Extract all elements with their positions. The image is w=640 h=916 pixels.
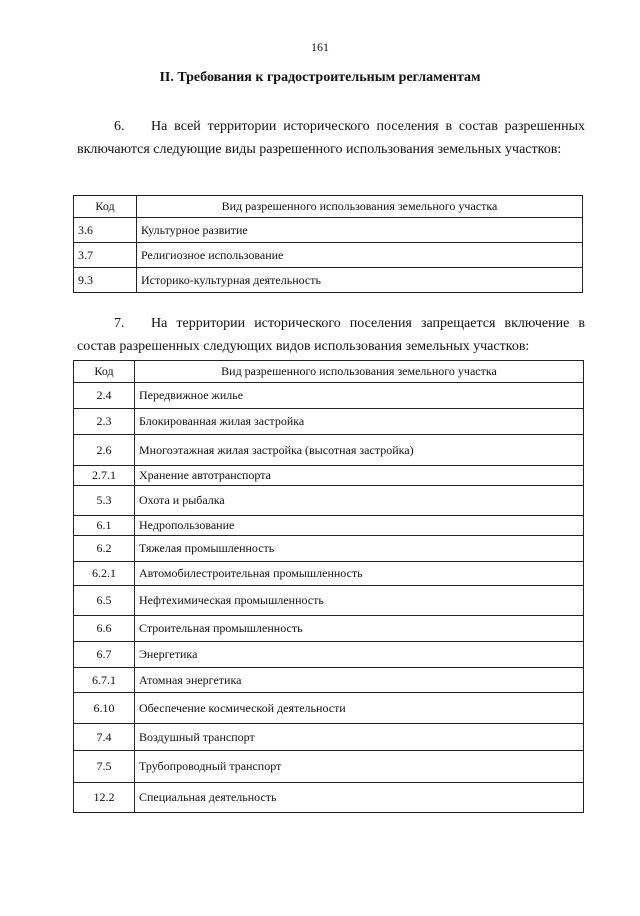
code-cell: 6.1 — [74, 516, 135, 536]
table-row — [74, 409, 584, 435]
code-cell: 5.3 — [74, 486, 135, 516]
use-cell: Трубопроводный транспорт — [135, 751, 584, 783]
use-cell: Блокированная жилая застройка — [135, 409, 584, 435]
use-cell: Воздушный транспорт — [135, 724, 584, 751]
use-cell: Недропользование — [135, 516, 584, 536]
allowed-uses-table — [73, 195, 583, 293]
paragraph-7-number: 7. — [114, 316, 125, 331]
table-row — [74, 586, 584, 616]
code-cell: 2.7.1 — [74, 466, 135, 486]
code-column-header: Код — [74, 196, 137, 218]
code-cell: 6.6 — [74, 616, 135, 642]
table-row — [74, 435, 584, 466]
table-row — [74, 783, 584, 813]
use-cell: Тяжелая промышленность — [135, 536, 584, 562]
use-column-header: Вид разрешенного использования земельного участка — [137, 196, 583, 218]
use-cell: Атомная энергетика — [135, 668, 584, 693]
table-row — [74, 268, 583, 293]
use-cell: Передвижное жилье — [135, 383, 584, 409]
paragraph-7 — [77, 312, 585, 358]
code-cell: 2.6 — [74, 435, 135, 466]
use-cell: Строительная промышленность — [135, 616, 584, 642]
use-cell: Многоэтажная жилая застройка (высотная застройка) — [135, 435, 584, 466]
table-row — [74, 693, 584, 724]
code-cell: 6.7.1 — [74, 668, 135, 693]
section-title: II. Требования к градостроительным регламентам — [159, 70, 481, 85]
table-row — [74, 218, 583, 243]
code-cell: 7.5 — [74, 751, 135, 783]
table-row — [74, 486, 584, 516]
code-cell: 2.4 — [74, 383, 135, 409]
use-cell: Нефтехимическая промышленность — [135, 586, 584, 616]
table-row — [74, 466, 584, 486]
prohibited-uses-table — [73, 360, 584, 813]
paragraph-6-text: На всей территории исторического поселения в состав разрешенных включаются следующие виды разрешенного использования земельных участков: — [77, 119, 585, 157]
table-row — [74, 616, 584, 642]
paragraph-6-number: 6. — [114, 119, 125, 134]
use-cell: Энергетика — [135, 642, 584, 668]
paragraph-6 — [77, 115, 585, 161]
table-row — [74, 724, 584, 751]
table-row — [74, 562, 584, 586]
table-row — [74, 516, 584, 536]
code-cell: 6.2 — [74, 536, 135, 562]
code-cell: 3.7 — [74, 243, 137, 268]
use-cell: Хранение автотранспорта — [135, 466, 584, 486]
use-cell: Автомобилестроительная промышленность — [135, 562, 584, 586]
code-cell: 6.2.1 — [74, 562, 135, 586]
code-cell: 12.2 — [74, 783, 135, 813]
use-cell: Религиозное использование — [137, 243, 583, 268]
use-column-header: Вид разрешенного использования земельного участка — [135, 361, 584, 383]
table-row — [74, 751, 584, 783]
code-cell: 2.3 — [74, 409, 135, 435]
use-cell: Обеспечение космической деятельности — [135, 693, 584, 724]
table-header-row — [74, 196, 583, 218]
code-column-header: Код — [74, 361, 135, 383]
table-row — [74, 243, 583, 268]
table-row — [74, 668, 584, 693]
paragraph-7-text: На территории исторического поселения запрещается включение в состав разрешенных следующих видов использования земельных участков: — [77, 316, 585, 354]
table-row — [74, 536, 584, 562]
page-number: 161 — [311, 40, 329, 54]
code-cell: 6.7 — [74, 642, 135, 668]
use-cell: Охота и рыбалка — [135, 486, 584, 516]
table-row — [74, 383, 584, 409]
code-cell: 9.3 — [74, 268, 137, 293]
table-row — [74, 642, 584, 668]
use-cell: Историко-культурная деятельность — [137, 268, 583, 293]
code-cell: 7.4 — [74, 724, 135, 751]
code-cell: 6.10 — [74, 693, 135, 724]
table-header-row — [74, 361, 584, 383]
use-cell: Специальная деятельность — [135, 783, 584, 813]
code-cell: 3.6 — [74, 218, 137, 243]
code-cell: 6.5 — [74, 586, 135, 616]
use-cell: Культурное развитие — [137, 218, 583, 243]
